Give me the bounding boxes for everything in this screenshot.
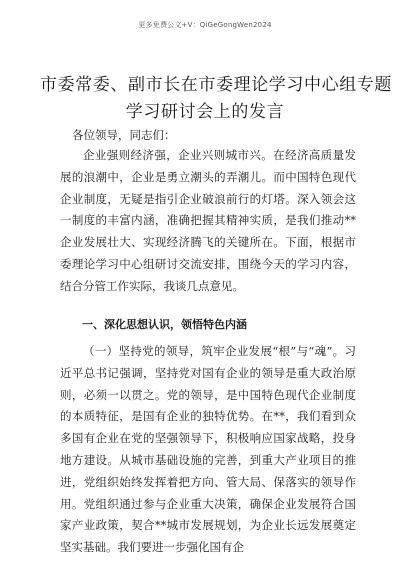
watermark-text: 更多免费公文+V：QiGeGongWen2024 <box>138 21 272 29</box>
salutation: 各位领导，同志们： <box>72 128 176 142</box>
document-title <box>40 72 392 126</box>
paragraph-introduction: 企业强则经济强，企业兴则城市兴。在经济高质量发展的浪潮中，企业是勇立潮头的弄潮儿。而中国特色现代企业制度，无疑是指引企业破浪前行的灯塔。深入领会这一制度的丰富内涵，准确把握其精神实质，是我们推动**企业发展壮大、实现经济腾飞的关键所在。下面，根据市委理论学习中心组研讨交流安排，围绕今天的学习内容，结合分管工作实际，我谈几点意见。 <box>60 148 356 293</box>
title-line-2: 学习研讨会上的发言 <box>125 102 285 122</box>
paragraph-party-leadership: （一）坚持党的领导，筑牢企业发展“根”与“魂”。习近平总书记强调，坚持党对国有企业的领导是重大政治原则，必须一以贯之。党的领导，是中国特色现代企业制度的本质特征，是国有企业的独特优势。在**，我们看到众多国有企业在党的坚强领导下，积极响应国家战略，投身地方建设。从城市基础设施的完善，到重大产业项目的推进，党组织始终发挥着把方向、管大局、保落实的领导作用。党组织通过参与企业重大决策，确保企业发展符合国家产业政策，契合**城市发展规划，为企业长远发展奠定坚实基础。我们要进一步强化国有企 <box>60 344 356 555</box>
title-line-1: 市委常委、副市长在市委理论学习中心组专题 <box>40 75 392 95</box>
section-heading: 一、深化思想认识，领悟特色内涵 <box>82 318 247 331</box>
